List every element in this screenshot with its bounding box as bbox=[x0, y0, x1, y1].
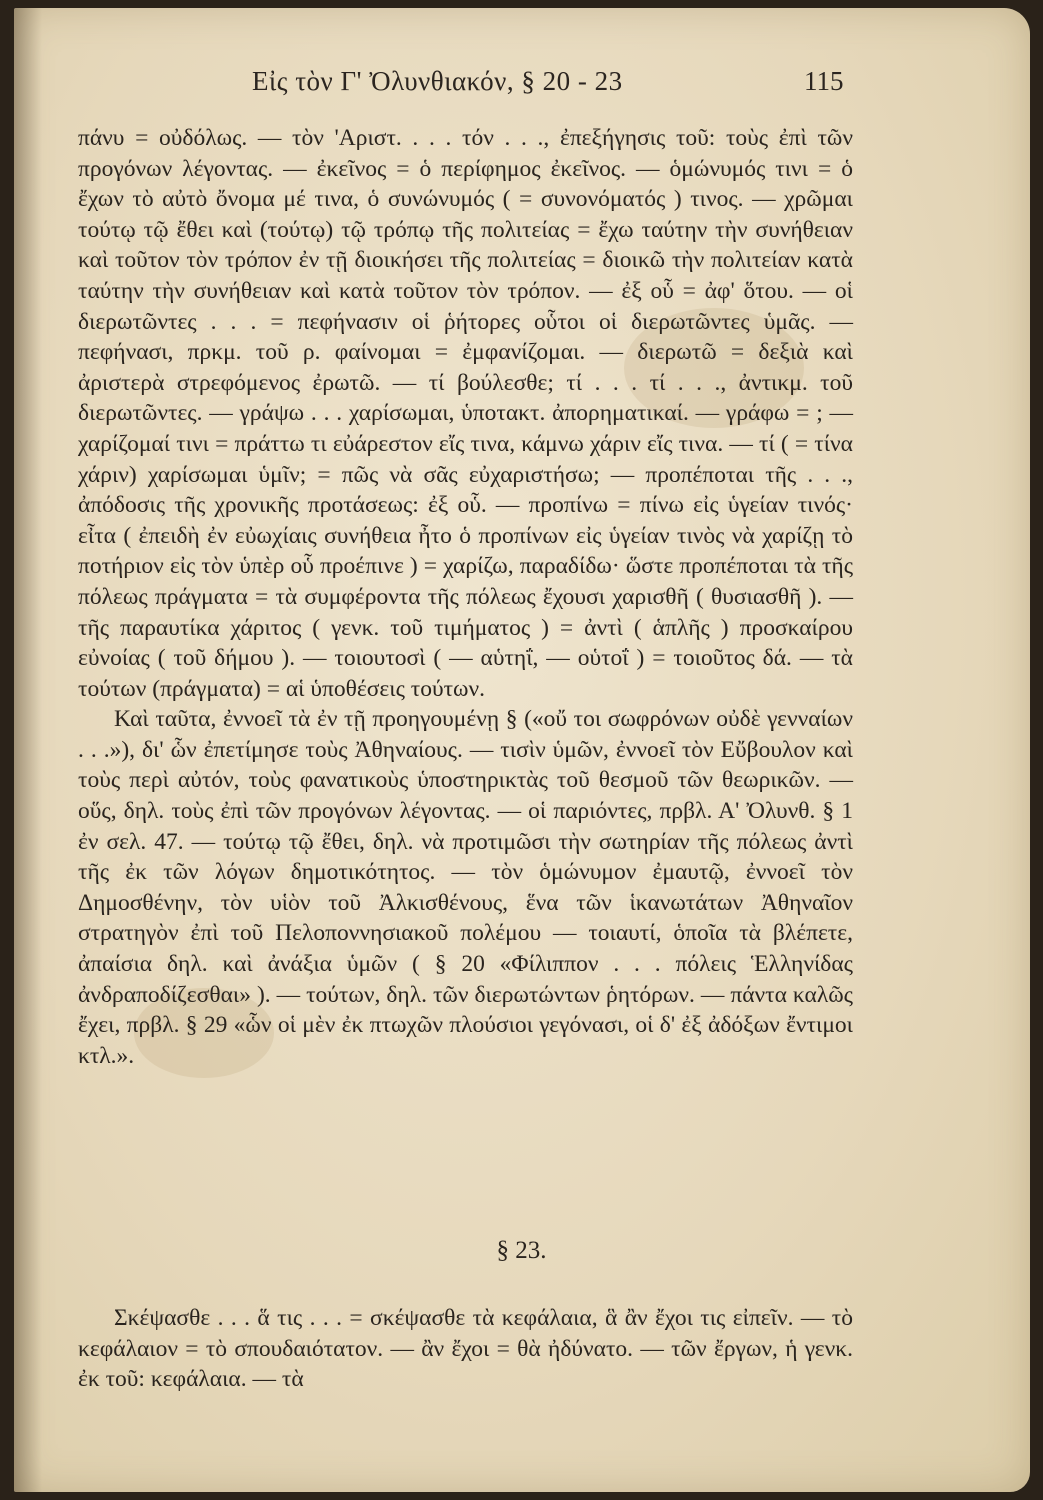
commentary-notes bbox=[78, 123, 853, 1071]
note-paragraph-2: Καὶ ταῦτα, ἐννοεῖ τὰ ἐν τῇ προηγουμένῃ § («οὔ τοι σωφρόνων οὐδὲ γενναίων . . .»), δι' ὧν ἐπετίμησε τοὺς Ἀθηναίους. — τισὶν ὑμῶν, ἐννοεῖ τὸν Εὔβουλον καὶ τοὺς περὶ αὐτόν, τοὺς φανατικοὺς ὑποστηρικτὰς τοῦ θεσμοῦ τῶν θεωρικῶν. — οὕς, δηλ. τοὺς ἐπὶ τῶν προγόνων λέγοντας. — οἱ παριόντες, πρβλ. Α' Ὀλυνθ. § 1 ἐν σελ. 47. — τούτῳ τῷ ἔθει, δηλ. νὰ προτιμῶσι τὴν σωτηρίαν τῆς πόλεως ἀντὶ τῆς ἐκ τῶν λόγων δημοτικότητος. — τὸν ὁμώνυμον ἐμαυτῷ, ἐννοεῖ τὸν Δημοσθένην, τὸν υἱὸν τοῦ Ἀλκισθένους, ἕνα τῶν ἱκανωτάτων Ἀθηναῖον στρατηγὸν ἐπὶ τοῦ Πελοποννησιακοῦ πολέμου — τοιαυτί, ὁποῖα τὰ βλέπετε, ἀπαίσια δηλ. καὶ ἀνάξια ὑμῶν ( § 20 «Φίλιππον . . . πόλεις Ἑλληνίδας ἀνδραποδίζεσθαι» ). — τούτων, δηλ. τῶν διερωτώντων ῥητόρων. — πάντα καλῶς ἔχει, πρβλ. § 29 «ὧν οἱ μὲν ἐκ πτωχῶν πλούσιοι γεγόνασι, οἱ δ' ἐξ ἀδόξων ἔντιμοι κτλ.». bbox=[78, 706, 853, 1069]
section-heading: § 23. bbox=[496, 1237, 547, 1264]
spine-shadow bbox=[14, 8, 42, 1492]
running-title: Εἰς τὸν Γ' Ὀλυνθιακόν, § 20 - 23 bbox=[252, 66, 623, 96]
section-23-notes bbox=[78, 1303, 853, 1395]
page-number: 115 bbox=[804, 66, 844, 96]
note-paragraph-3: Σκέψασθε . . . ἅ τις . . . = σκέψασθε τὰ κεφάλαια, ἃ ἂν ἔχοι τις εἰπεῖν. — τὸ κεφάλαιον = τὸ σπουδαιότατον. — ἂν ἔχοι = θὰ ἠδύνατο. — τῶν ἔργων, ἡ γενκ. ἐκ τοῦ: κεφάλαια. — τὰ bbox=[78, 1305, 853, 1393]
note-paragraph-1: πάνυ = οὐδόλως. — τὸν 'Αριστ. . . . τόν . . ., ἐπεξήγησις τοῦ: τοὺς ἐπὶ τῶν προγόνων λέγοντας. — ἐκεῖνος = ὁ περίφημος ἐκεῖνος. — ὁμώνυμός τινι = ὁ ἔχων τὸ αὐτὸ ὄνομα μέ τινα, ὁ συνώνυμός ( = συνονόματός ) τινος. — χρῶμαι τούτῳ τῷ ἔθει καὶ (τούτῳ) τῷ τρόπῳ τῆς πολιτείας = ἔχω ταύτην τὴν συνήθειαν καὶ τοῦτον τὸν τρόπον ἐν τῇ διοικήσει τῆς πολιτείας = διοικῶ τὴν πολιτείαν κατὰ ταύτην τὴν συνήθειαν καὶ κατὰ τοῦτον τὸν τρόπον. — ἐξ οὗ = ἀφ' ὅτου. — οἱ διερωτῶντες . . . = πεφήνασιν οἱ ῥήτορες οὗτοι οἱ διερωτῶντες ὑμᾶς. — πεφήνασι, πρκμ. τοῦ ρ. φαίνομαι = ἐμφανίζομαι. — διερωτῶ = δεξιὰ καὶ ἀριστερὰ στρεφόμενος ἐρωτῶ. — τί βούλεσθε; τί . . . τί . . ., ἀντικμ. τοῦ διερωτῶντες. — γράψω . . . χαρίσωμαι, ὑποτακτ. ἀπορηματικαί. — γράφω = ; — χαρίζομαί τινι = πράττω τι εὐάρεστον εἴς τινα, κάμνω χάριν εἴς τινα. — τί ( = τίνα χάριν) χαρίσωμαι ὑμῖν; = πῶς νὰ σᾶς εὐχαριστήσω; — προπέποται τῆς . . ., ἀπόδοσις τῆς χρονικῆς προτάσεως: ἐξ οὗ. — προπίνω = πίνω εἰς ὑγείαν τινός· εἶτα ( ἐπειδὴ ἐν εὐωχίαις συνήθεια ἦτο ὁ προπίνων εἰς ὑγείαν τινὸς νὰ χαρίζῃ τὸ ποτήριον εἰς τὸν ὑπὲρ οὗ προέπινε ) = χαρίζω, παραδίδω· ὥστε προπέποται τὰ τῆς πόλεως πράγματα = τὰ συμφέροντα τῆς πόλεως ἔχουσι χαρισθῆ ( θυσιασθῆ ). — τῆς παραυτίκα χάριτος ( γενκ. τοῦ τιμήματος ) = ἀντὶ ( ἁπλῆς ) προσκαίρου εὐνοίας ( τοῦ δήμου ). — τοιουτοσὶ ( — αὑτηΐ, — οὑτοΐ ) = τοιοῦτος δά. — τὰ τούτων (πράγματα) = αἱ ὑποθέσεις τούτων. bbox=[78, 125, 853, 702]
running-head bbox=[14, 66, 1030, 106]
